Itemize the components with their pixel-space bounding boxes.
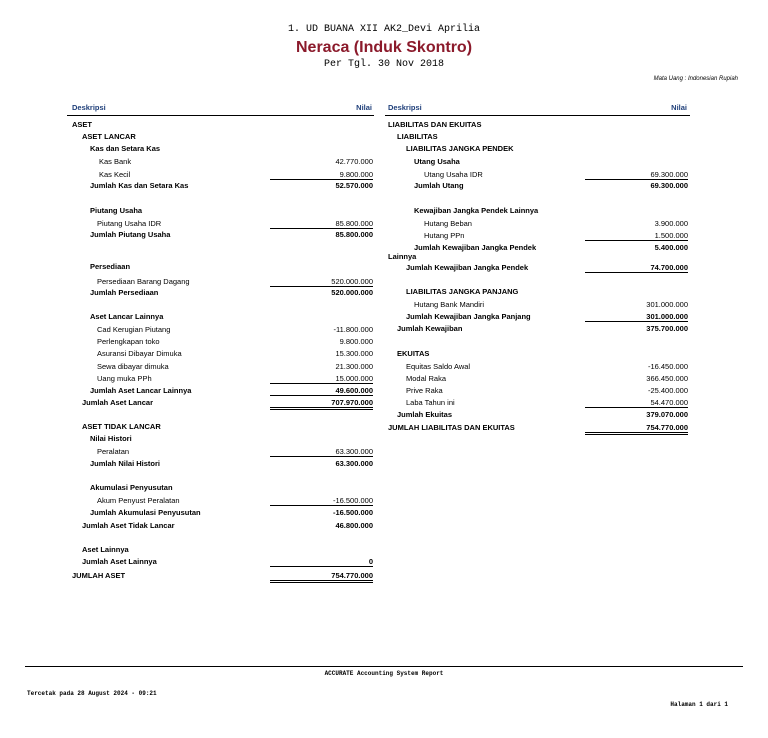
right-desc-header: Deskripsi bbox=[388, 103, 422, 112]
left-row-value: 15.000.000 bbox=[270, 374, 373, 384]
company-name: 1. UD BUANA XII AK2_Devi Aprilia bbox=[287, 24, 481, 35]
left-row-label: Jumlah Aset Lainnya bbox=[82, 557, 157, 566]
right-row-label: Jumlah Kewajiban Jangka Pendek bbox=[406, 263, 529, 272]
right-row-label: Jumlah Utang bbox=[414, 181, 464, 190]
report-period: Per Tgl. 30 Nov 2018 bbox=[323, 59, 445, 70]
left-row-label: Kas dan Setara Kas bbox=[90, 144, 161, 153]
left-row-label: ASET bbox=[72, 120, 93, 129]
left-row-value: 754.770.000 bbox=[270, 571, 373, 583]
left-row-label: Piutang Usaha bbox=[90, 206, 143, 215]
right-row-label: JUMLAH LIABILITAS DAN EKUITAS bbox=[388, 423, 515, 432]
right-row-label: LIABILITAS JANGKA PANJANG bbox=[406, 287, 519, 296]
left-row-label: ASET TIDAK LANCAR bbox=[82, 422, 161, 431]
left-row-label: Peralatan bbox=[97, 447, 130, 456]
left-row-label: Aset Lainnya bbox=[82, 545, 129, 554]
left-row-value: 42.770.000 bbox=[335, 157, 373, 166]
right-row-label: LIABILITAS JANGKA PENDEK bbox=[406, 144, 514, 153]
left-row-value: 63.300.000 bbox=[335, 459, 373, 468]
right-row-value: 69.300.000 bbox=[585, 170, 688, 180]
left-row-label: Jumlah Aset Lancar Lainnya bbox=[90, 386, 192, 395]
left-row-label: ASET LANCAR bbox=[82, 132, 136, 141]
right-row-value: 754.770.000 bbox=[585, 423, 688, 435]
right-row-value: 301.000.000 bbox=[585, 312, 688, 322]
right-row-value: 54.470.000 bbox=[585, 398, 688, 408]
left-row-value: 15.300.000 bbox=[335, 349, 373, 358]
left-row-label: Akumulasi Penyusutan bbox=[90, 483, 173, 492]
currency-note: Mata Uang : Indonesian Rupiah bbox=[653, 76, 738, 82]
right-row-value: 69.300.000 bbox=[650, 181, 688, 190]
left-row-label: Jumlah Akumulasi Penyusutan bbox=[90, 508, 201, 517]
left-row-value: 52.570.000 bbox=[335, 181, 373, 190]
left-row-label: Kas Kecil bbox=[99, 170, 131, 179]
left-row-value: -16.500.000 bbox=[270, 496, 373, 506]
left-row-label: Kas Bank bbox=[99, 157, 132, 166]
right-row-value: -16.450.000 bbox=[647, 362, 688, 371]
right-row-label: LIABILITAS bbox=[397, 132, 438, 141]
right-row-label: Utang Usaha IDR bbox=[424, 170, 483, 179]
report-title: Neraca (Induk Skontro) bbox=[295, 39, 473, 56]
left-row-value: 520.000.000 bbox=[270, 277, 373, 287]
left-row-value: 0 bbox=[270, 557, 373, 567]
right-row-value: 375.700.000 bbox=[646, 324, 688, 333]
right-row-label: Laba Tahun ini bbox=[406, 398, 455, 407]
left-row-value: 520.000.000 bbox=[331, 288, 373, 297]
left-row-value: 707.970.000 bbox=[270, 398, 373, 410]
left-row-value: -16.500.000 bbox=[332, 508, 373, 517]
right-row-label: Utang Usaha bbox=[414, 157, 460, 166]
left-row-value: 46.800.000 bbox=[335, 521, 373, 530]
left-row-label: Persediaan Barang Dagang bbox=[97, 277, 190, 286]
right-row-label: Jumlah Kewajiban Jangka Pendek bbox=[414, 243, 537, 252]
left-row-label: Persediaan bbox=[90, 262, 131, 271]
left-row-label: Akum Penyust Peralatan bbox=[97, 496, 180, 505]
left-header-rule bbox=[67, 115, 374, 116]
left-row-label: Aset Lancar Lainnya bbox=[90, 312, 164, 321]
left-row-label: Perlengkapan toko bbox=[97, 337, 160, 346]
left-row-value: 9.800.000 bbox=[270, 170, 373, 180]
left-row-value: 21.300.000 bbox=[335, 362, 373, 371]
right-row-label: Equitas Saldo Awal bbox=[406, 362, 471, 371]
left-row-label: Asuransi Dibayar Dimuka bbox=[97, 349, 182, 358]
right-row-value: 379.070.000 bbox=[646, 410, 688, 419]
right-row-label: Jumlah Kewajiban bbox=[397, 324, 463, 333]
right-row-value: 5.400.000 bbox=[654, 243, 688, 252]
right-row-label: Hutang Bank Mandiri bbox=[414, 300, 485, 309]
footer-system: ACCURATE Accounting System Report bbox=[324, 670, 444, 677]
left-row-label: Piutang Usaha IDR bbox=[97, 219, 162, 228]
left-row-label: Jumlah Aset Tidak Lancar bbox=[82, 521, 175, 530]
right-row-value: 74.700.000 bbox=[585, 263, 688, 273]
right-row-value: 366.450.000 bbox=[646, 374, 688, 383]
right-row-label-continued: Lainnya bbox=[388, 252, 417, 261]
left-row-label: Jumlah Persediaan bbox=[90, 288, 159, 297]
right-row-label: LIABILITAS DAN EKUITAS bbox=[388, 120, 482, 129]
left-row-label: Jumlah Piutang Usaha bbox=[90, 230, 171, 239]
left-desc-header: Deskripsi bbox=[72, 103, 106, 112]
left-row-label: Sewa dibayar dimuka bbox=[97, 362, 169, 371]
right-row-label: Modal Raka bbox=[406, 374, 447, 383]
right-value-header: Nilai bbox=[671, 103, 687, 112]
left-row-value: 85.800.000 bbox=[335, 230, 373, 239]
right-row-label: EKUITAS bbox=[397, 349, 430, 358]
left-row-value: 9.800.000 bbox=[339, 337, 373, 346]
footer-page: Halaman 1 dari 1 bbox=[670, 701, 728, 708]
right-row-value: 1.500.000 bbox=[585, 231, 688, 241]
left-row-value: -11.800.000 bbox=[333, 325, 373, 334]
left-row-label: Uang muka PPh bbox=[97, 374, 152, 383]
right-row-value: 3.900.000 bbox=[654, 219, 688, 228]
left-row-label: Jumlah Nilai Histori bbox=[90, 459, 161, 468]
right-row-label: Jumlah Ekuitas bbox=[397, 410, 453, 419]
left-row-label: Cad Kerugian Piutang bbox=[97, 325, 171, 334]
right-row-value: 301.000.000 bbox=[646, 300, 688, 309]
right-row-label: Jumlah Kewajiban Jangka Panjang bbox=[406, 312, 531, 321]
left-row-label: Nilai Histori bbox=[90, 434, 132, 443]
left-row-value: 49.600.000 bbox=[270, 386, 373, 396]
right-row-label: Prive Raka bbox=[406, 386, 443, 395]
left-row-value: 85.800.000 bbox=[270, 219, 373, 229]
footer-rule bbox=[25, 666, 743, 667]
right-row-label: Kewajiban Jangka Pendek Lainnya bbox=[414, 206, 539, 215]
left-value-header: Nilai bbox=[356, 103, 372, 112]
right-row-label: Hutang PPn bbox=[424, 231, 465, 240]
left-row-label: Jumlah Aset Lancar bbox=[82, 398, 153, 407]
footer-printed: Tercetak pada 28 August 2024 - 09:21 bbox=[27, 690, 157, 697]
right-row-value: -25.400.000 bbox=[647, 386, 688, 395]
right-header-rule bbox=[385, 115, 690, 116]
left-row-value: 63.300.000 bbox=[270, 447, 373, 457]
left-row-label: JUMLAH ASET bbox=[72, 571, 126, 580]
right-row-label: Hutang Beban bbox=[424, 219, 472, 228]
left-row-label: Jumlah Kas dan Setara Kas bbox=[90, 181, 189, 190]
